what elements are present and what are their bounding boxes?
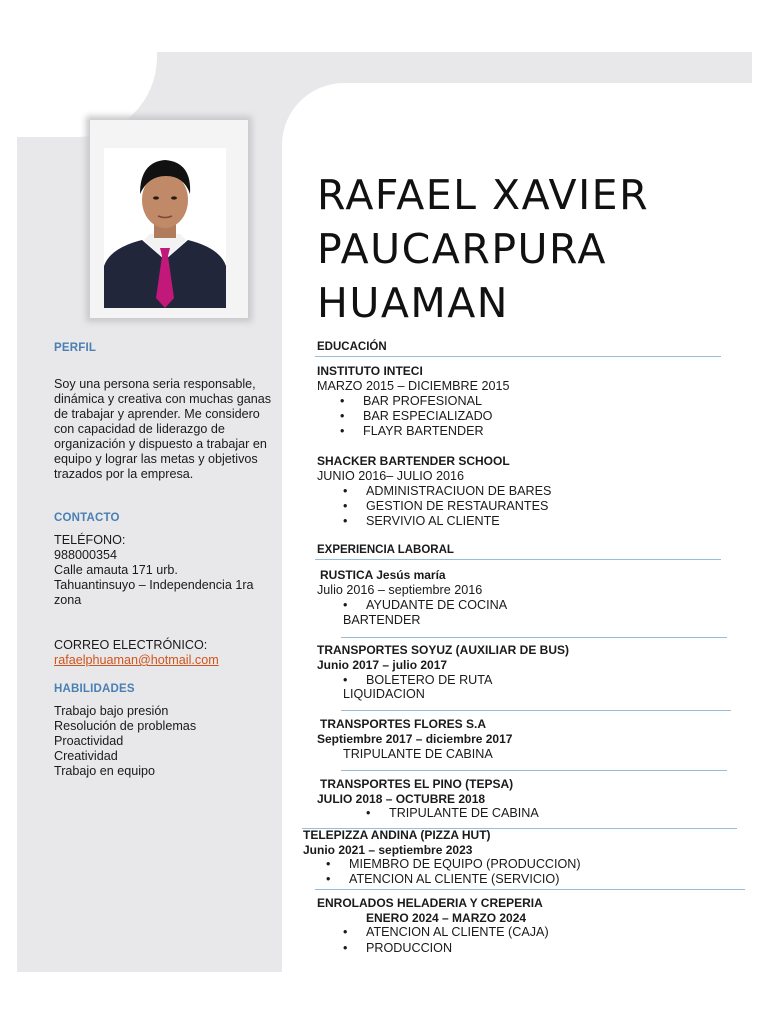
job-dates: Julio 2016 – septiembre 2016: [317, 583, 483, 597]
profile-photo: [104, 148, 226, 308]
skill-item: Creatividad: [54, 749, 118, 763]
contact-block: [54, 533, 286, 608]
job-company: RUSTICA Jesús maría: [320, 568, 446, 582]
job-dates: ENERO 2024 – MARZO 2024: [366, 911, 527, 925]
job-detail: • TRIPULANTE DE CABINA: [389, 806, 539, 821]
habilidades-heading: HABILIDADES: [54, 683, 135, 695]
job-dates: JULIO 2018 – OCTUBRE 2018: [317, 792, 486, 806]
experiencia-heading: EXPERIENCIA LABORAL: [317, 544, 454, 556]
job-dates: Junio 2021 – septiembre 2023: [303, 843, 473, 857]
job-separator: [341, 770, 727, 771]
job-detail: BARTENDER: [343, 613, 421, 627]
job-company: TRANSPORTES EL PINO (TEPSA): [320, 777, 514, 791]
educacion-rule: [315, 356, 721, 357]
name-line-2: PAUCARPURA: [317, 225, 607, 273]
telefono-value: 988000354: [54, 548, 118, 562]
email-block: [54, 638, 286, 668]
school-dates: MARZO 2015 – DICIEMBRE 2015: [317, 379, 510, 393]
address-line-3: zona: [54, 593, 82, 607]
job-dates: Junio 2017 – julio 2017: [317, 658, 448, 672]
education-detail: • BAR ESPECIALIZADO: [363, 409, 492, 424]
educacion-heading: EDUCACIÓN: [317, 341, 387, 353]
school-dates: JUNIO 2016– JULIO 2016: [317, 469, 465, 483]
job-separator: [315, 889, 745, 890]
job-company: ENROLADOS HELADERIA Y CREPERIA: [317, 896, 543, 910]
email-label: CORREO ELECTRÓNICO:: [54, 638, 208, 652]
job-company: TRANSPORTES FLORES S.A: [320, 717, 487, 731]
job-detail: • MIEMBRO DE EQUIPO (PRODUCCION): [349, 857, 581, 872]
name-line-1: RAFAEL XAVIER: [317, 171, 650, 219]
candidate-name: [317, 168, 649, 330]
address-line-1: Calle amauta 171 urb.: [54, 563, 178, 577]
education-detail: • BAR PROFESIONAL: [363, 394, 482, 409]
skill-item: Trabajo bajo presión: [54, 704, 169, 718]
job-separator: [341, 637, 727, 638]
education-detail: • GESTION DE RESTAURANTES: [366, 499, 548, 514]
school-name: SHACKER BARTENDER SCHOOL: [317, 454, 510, 468]
contacto-heading: CONTACTO: [54, 512, 120, 524]
skill-item: Proactividad: [54, 734, 124, 748]
job-company: TRANSPORTES SOYUZ (AUXILIAR DE BUS): [317, 643, 570, 657]
name-line-3: HUAMAN: [317, 279, 509, 327]
email-link[interactable]: rafaelphuaman@hotmail.com: [54, 653, 219, 667]
skills-list: [54, 704, 286, 779]
job-detail: • BOLETERO DE RUTA: [366, 673, 492, 688]
job-detail: • ATENCION AL CLIENTE (SERVICIO): [349, 872, 559, 887]
perfil-text: Soy una persona seria responsable, dinámica y creativa con muchas ganas de trabajar y aprender. Me considero con capacidad de liderazgo de organización y dispuesto a trabajar en equipo y lograr las metas y objetivos trazados por la empresa.: [54, 377, 272, 481]
skill-item: Resolución de problemas: [54, 719, 197, 733]
job-detail: • AYUDANTE DE COCINA: [366, 598, 507, 613]
job-dates: Septiembre 2017 – diciembre 2017: [317, 732, 513, 746]
job-detail: • PRODUCCION: [366, 941, 452, 956]
job-detail: • ATENCION AL CLIENTE (CAJA): [366, 925, 549, 940]
education-detail: • ADMINISTRACIUON DE BARES: [366, 484, 551, 499]
job-detail: TRIPULANTE DE CABINA: [343, 747, 493, 761]
telefono-label: TELÉFONO:: [54, 533, 126, 547]
education-detail: • FLAYR BARTENDER: [363, 424, 484, 439]
job-detail: LIQUIDACION: [343, 687, 425, 701]
address-line-2: Tahuantinsuyo – Independencia 1ra: [54, 578, 254, 592]
perfil-heading: PERFIL: [54, 342, 97, 354]
school-name: INSTITUTO INTECI: [317, 364, 423, 378]
job-separator: [341, 710, 731, 711]
job-company: TELEPIZZA ANDINA (PIZZA HUT): [303, 828, 491, 842]
experiencia-rule: [315, 559, 721, 560]
skill-item: Trabajo en equipo: [54, 764, 156, 778]
education-detail: • SERVIVIO AL CLIENTE: [366, 514, 500, 529]
